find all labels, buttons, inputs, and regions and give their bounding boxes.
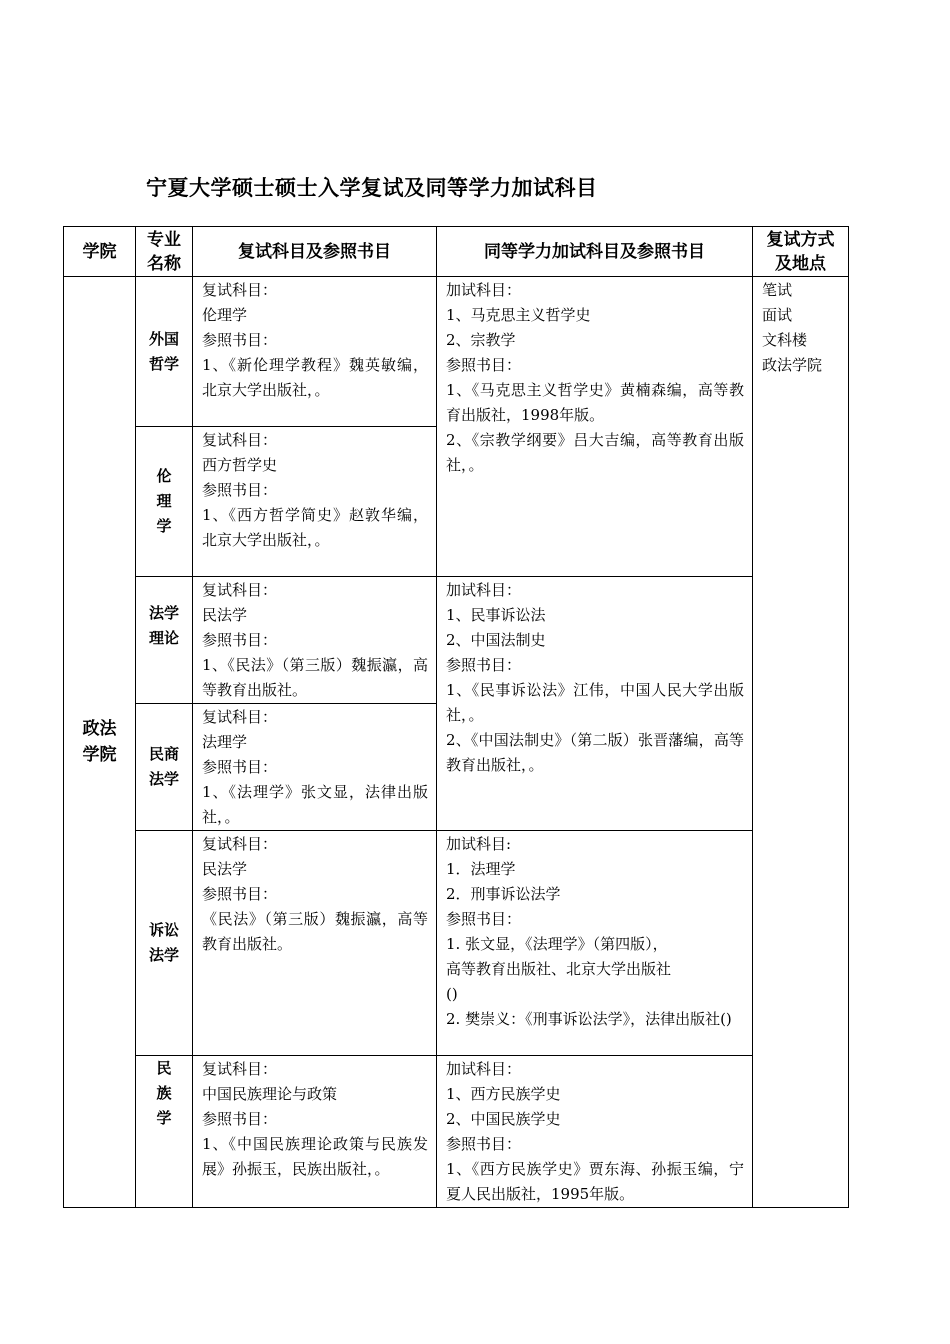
- header-method: 复试方式 及地点: [753, 227, 849, 277]
- extra-cell: 加试科目： 1、民事诉讼法 2、中国法制史 参照书目： 1、《民事诉讼法》江伟，中国人民大学出版社，。 2、《中国法制史》（第二版）张晋藩编，高等教育出版社，。: [437, 577, 753, 831]
- method-cell: 笔试 面试 文科楼 政法学院: [753, 277, 849, 1208]
- table-row: [64, 577, 849, 704]
- table-row: [64, 277, 849, 427]
- retest-cell: 复试科目： 中国民族理论与政策 参照书目： 1、《中国民族理论政策与民族发展》孙振玉，民族出版社，。: [193, 1056, 437, 1208]
- major-name: 伦 理 学: [136, 427, 193, 577]
- header-extra: 同等学力加试科目及参照书目: [437, 227, 753, 277]
- table-row: [64, 1056, 849, 1208]
- header-retest: 复试科目及参照书目: [193, 227, 437, 277]
- retest-cell: 复试科目： 西方哲学史 参照书目： 1、《西方哲学简史》赵敦华编，北京大学出版社，。: [193, 427, 437, 577]
- extra-cell: 加试科目： 1、西方民族学史 2、中国民族学史 参照书目： 1、《西方民族学史》贾东海、孙振玉编，宁夏人民出版社，1995年版。: [437, 1056, 753, 1208]
- major-name: 民 族 学: [136, 1056, 193, 1208]
- retest-cell: 复试科目： 民法学 参照书目： 《民法》（第三版）魏振瀛，高等教育出版社。: [193, 831, 437, 1056]
- header-college: 学院: [64, 227, 136, 277]
- retest-cell: 复试科目： 民法学 参照书目： 1、《民法》（第三版）魏振瀛，高等教育出版社。: [193, 577, 437, 704]
- table-row: [64, 831, 849, 1056]
- exam-subjects-table: [63, 226, 849, 1208]
- major-name: 外国 哲学: [136, 277, 193, 427]
- page-title: 宁夏大学硕士硕士入学复试及同等学力加试科目: [146, 176, 598, 200]
- major-name: 民商 法学: [136, 704, 193, 831]
- major-name: 法学 理论: [136, 577, 193, 704]
- major-name: 诉讼 法学: [136, 831, 193, 1056]
- header-row: [64, 227, 849, 277]
- extra-cell: 加试科目: 1．法理学 2．刑事诉讼法学 参照书目： 1. 张文显，《法理学》（第四版）， 高等教育出版社、北京大学出版社 () 2. 樊崇义：《刑事诉讼法学》，法律出版社(): [437, 831, 753, 1056]
- retest-cell: 复试科目： 伦理学 参照书目： 1、《新伦理学教程》魏英敏编，北京大学出版社，。: [193, 277, 437, 427]
- college-cell: 政法 学院: [64, 277, 136, 1208]
- retest-cell: 复试科目： 法理学 参照书目： 1、《法理学》张文显，法律出版社，。: [193, 704, 437, 831]
- header-major: 专业 名称: [136, 227, 193, 277]
- extra-cell: 加试科目： 1、马克思主义哲学史 2、宗教学 参照书目： 1、《马克思主义哲学史》黄楠森编，高等教育出版社，1998年版。 2、《宗教学纲要》吕大吉编，高等教育出版社，。: [437, 277, 753, 577]
